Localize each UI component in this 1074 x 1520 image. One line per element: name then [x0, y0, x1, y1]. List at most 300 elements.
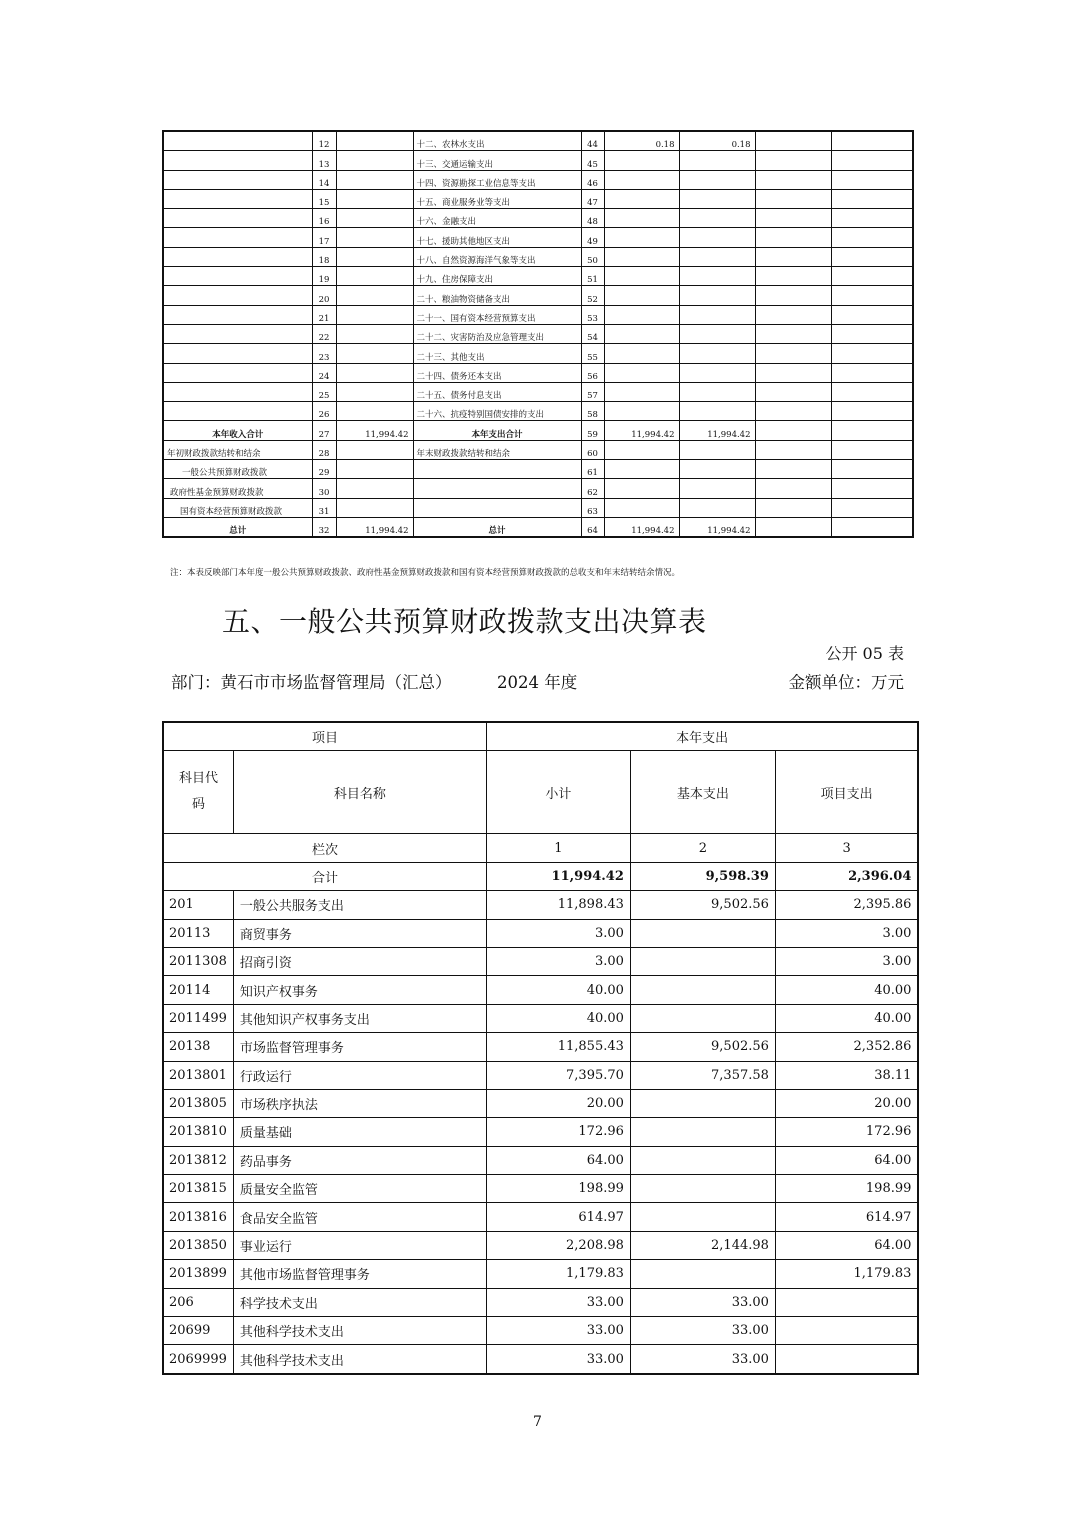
income-amount	[336, 209, 413, 228]
expense-total	[604, 209, 679, 228]
expense-state-capital	[831, 305, 913, 324]
income-label: 国有资本经营预算财政拨款	[163, 498, 312, 517]
table-row	[163, 189, 913, 208]
basic-expense	[630, 1089, 775, 1117]
table-row	[163, 1231, 918, 1259]
expense-state-capital	[831, 228, 913, 247]
table-row	[163, 151, 913, 170]
table-row	[163, 1089, 918, 1117]
income-label	[163, 151, 312, 170]
expense-general-budget	[679, 479, 755, 498]
income-amount	[336, 363, 413, 382]
expense-seq: 45	[581, 151, 604, 170]
expense-seq: 62	[581, 479, 604, 498]
expense-label: 十八、自然资源海洋气象等支出	[413, 247, 581, 266]
income-seq: 18	[312, 247, 336, 266]
income-label	[163, 344, 312, 363]
expense-label: 年末财政拨款结转和结余	[413, 440, 581, 459]
income-amount	[336, 305, 413, 324]
section-title: 五、一般公共预算财政拨款支出决算表	[222, 605, 707, 638]
subject-code: 2013816	[163, 1203, 233, 1231]
expense-label: 十七、援助其他地区支出	[413, 228, 581, 247]
fiscal-year: 2024 年度	[497, 673, 578, 692]
expense-state-capital	[831, 209, 913, 228]
expense-label: 本年支出合计	[413, 421, 581, 440]
expense-state-capital	[831, 363, 913, 382]
income-label	[163, 131, 312, 151]
expense-seq: 56	[581, 363, 604, 382]
subject-name: 其他科学技术支出	[233, 1317, 486, 1345]
project-expense	[775, 1345, 918, 1374]
income-seq: 19	[312, 267, 336, 286]
income-amount	[336, 460, 413, 479]
subject-code: 2011499	[163, 1004, 233, 1032]
income-seq: 27	[312, 421, 336, 440]
income-label	[163, 286, 312, 305]
income-seq: 14	[312, 170, 336, 189]
expense-total	[604, 460, 679, 479]
expense-general-budget	[679, 382, 755, 401]
subject-code: 2013850	[163, 1231, 233, 1259]
income-label	[163, 267, 312, 286]
expense-fund-budget	[755, 209, 831, 228]
subtotal: 33.00	[486, 1317, 630, 1345]
table-row	[163, 344, 913, 363]
income-label: 本年收入合计	[163, 421, 312, 440]
table-row	[163, 402, 913, 421]
income-label	[163, 363, 312, 382]
table-row	[163, 1004, 918, 1032]
expense-seq: 50	[581, 247, 604, 266]
income-seq: 32	[312, 517, 336, 537]
expense-state-capital	[831, 517, 913, 537]
expense-fund-budget	[755, 402, 831, 421]
table-row	[163, 1203, 918, 1231]
expense-label: 总计	[413, 517, 581, 537]
expense-seq: 51	[581, 267, 604, 286]
subject-code: 201	[163, 891, 233, 919]
income-seq: 24	[312, 363, 336, 382]
subject-code: 2013815	[163, 1175, 233, 1203]
expense-general-budget	[679, 344, 755, 363]
expense-total	[604, 440, 679, 459]
table-row	[163, 382, 913, 401]
subject-name: 质量基础	[233, 1118, 486, 1146]
basic-expense: 9,502.56	[630, 891, 775, 919]
expense-general-budget	[679, 267, 755, 286]
income-label: 年初财政拨款结转和结余	[163, 440, 312, 459]
income-amount	[336, 170, 413, 189]
total-project: 2,396.04	[775, 862, 918, 890]
income-label: 一般公共预算财政拨款	[163, 460, 312, 479]
basic-expense	[630, 1260, 775, 1288]
table-row	[163, 891, 918, 919]
table-row	[163, 517, 913, 537]
column-index-3: 3	[775, 834, 918, 862]
expense-general-budget	[679, 170, 755, 189]
income-seq: 25	[312, 382, 336, 401]
expense-fund-budget	[755, 151, 831, 170]
expense-fund-budget	[755, 440, 831, 459]
subtotal: 172.96	[486, 1118, 630, 1146]
expense-state-capital	[831, 267, 913, 286]
subject-code: 20138	[163, 1033, 233, 1061]
subject-name: 市场秩序执法	[233, 1089, 486, 1117]
header-project: 项目支出	[775, 751, 918, 834]
expense-fund-budget	[755, 498, 831, 517]
table-row	[163, 919, 918, 947]
expense-state-capital	[831, 170, 913, 189]
subtotal: 2,208.98	[486, 1231, 630, 1259]
expense-total	[604, 151, 679, 170]
income-amount	[336, 189, 413, 208]
income-amount	[336, 286, 413, 305]
expense-seq: 57	[581, 382, 604, 401]
subject-name: 商贸事务	[233, 919, 486, 947]
income-seq: 15	[312, 189, 336, 208]
project-expense: 20.00	[775, 1089, 918, 1117]
table-row	[163, 976, 918, 1004]
expense-general-budget	[679, 460, 755, 479]
table-row	[163, 1146, 918, 1174]
expense-label	[413, 460, 581, 479]
table-row	[163, 170, 913, 189]
expense-state-capital	[831, 151, 913, 170]
expense-seq: 63	[581, 498, 604, 517]
expense-total	[604, 498, 679, 517]
table-row	[163, 131, 913, 151]
expense-seq: 64	[581, 517, 604, 537]
project-expense: 614.97	[775, 1203, 918, 1231]
expense-state-capital	[831, 247, 913, 266]
project-expense: 198.99	[775, 1175, 918, 1203]
expense-label: 二十五、债务付息支出	[413, 382, 581, 401]
expense-general-budget	[679, 286, 755, 305]
income-amount	[336, 344, 413, 363]
expense-seq: 47	[581, 189, 604, 208]
expense-label: 二十一、国有资本经营预算支出	[413, 305, 581, 324]
expense-fund-budget	[755, 189, 831, 208]
expense-fund-budget	[755, 479, 831, 498]
expense-fund-budget	[755, 131, 831, 151]
income-amount	[336, 402, 413, 421]
subtotal: 33.00	[486, 1345, 630, 1374]
table-row	[163, 421, 913, 440]
expense-state-capital	[831, 421, 913, 440]
subject-code: 20699	[163, 1317, 233, 1345]
project-expense	[775, 1288, 918, 1316]
expense-fund-budget	[755, 421, 831, 440]
income-label	[163, 382, 312, 401]
expense-state-capital	[831, 440, 913, 459]
income-label: 政府性基金预算财政拨款	[163, 479, 312, 498]
expense-seq: 58	[581, 402, 604, 421]
subject-name: 科学技术支出	[233, 1288, 486, 1316]
income-seq: 16	[312, 209, 336, 228]
table-row	[163, 947, 918, 975]
table-row	[163, 498, 913, 517]
expense-label: 十五、商业服务业等支出	[413, 189, 581, 208]
income-label	[163, 324, 312, 343]
expense-state-capital	[831, 382, 913, 401]
total-row	[163, 862, 918, 890]
table-row	[163, 267, 913, 286]
income-label	[163, 228, 312, 247]
header-current-year-expense: 本年支出	[486, 722, 918, 751]
table-row	[163, 363, 913, 382]
income-seq: 31	[312, 498, 336, 517]
expense-general-budget: 11,994.42	[679, 421, 755, 440]
expense-seq: 54	[581, 324, 604, 343]
project-expense: 40.00	[775, 976, 918, 1004]
expense-seq: 48	[581, 209, 604, 228]
expense-general-budget	[679, 402, 755, 421]
subject-name: 招商引资	[233, 947, 486, 975]
expense-seq: 44	[581, 131, 604, 151]
project-expense: 3.00	[775, 919, 918, 947]
column-index-row	[163, 834, 918, 862]
expense-general-budget	[679, 151, 755, 170]
subject-name: 其他科学技术支出	[233, 1345, 486, 1374]
income-seq: 23	[312, 344, 336, 363]
expense-seq: 52	[581, 286, 604, 305]
table-row	[163, 1260, 918, 1288]
expense-label: 二十二、灾害防治及应急管理支出	[413, 324, 581, 343]
expense-seq: 55	[581, 344, 604, 363]
table-row	[163, 247, 913, 266]
subject-name: 其他市场监督管理事务	[233, 1260, 486, 1288]
table-row	[163, 1175, 918, 1203]
subject-name: 行政运行	[233, 1061, 486, 1089]
income-amount: 11,994.42	[336, 421, 413, 440]
expense-total	[604, 363, 679, 382]
project-expense	[775, 1317, 918, 1345]
basic-expense	[630, 947, 775, 975]
header-item: 项目	[163, 722, 486, 751]
expense-general-budget	[679, 498, 755, 517]
expense-total	[604, 267, 679, 286]
subtotal: 20.00	[486, 1089, 630, 1117]
expense-total	[604, 382, 679, 401]
project-expense: 2,395.86	[775, 891, 918, 919]
expense-label: 十九、住房保障支出	[413, 267, 581, 286]
income-amount	[336, 151, 413, 170]
subtotal: 40.00	[486, 976, 630, 1004]
table-row	[163, 1345, 918, 1374]
basic-expense: 9,502.56	[630, 1033, 775, 1061]
income-label	[163, 170, 312, 189]
income-amount	[336, 498, 413, 517]
expense-fund-budget	[755, 324, 831, 343]
header-subtotal: 小计	[486, 751, 630, 834]
income-seq: 30	[312, 479, 336, 498]
subtotal: 614.97	[486, 1203, 630, 1231]
expense-general-budget	[679, 363, 755, 382]
basic-expense	[630, 1203, 775, 1231]
expense-total	[604, 247, 679, 266]
expense-state-capital	[831, 286, 913, 305]
income-amount	[336, 267, 413, 286]
header-code: 科目代码	[163, 751, 233, 834]
table-row	[163, 1288, 918, 1316]
expense-label: 二十三、其他支出	[413, 344, 581, 363]
table-row	[163, 479, 913, 498]
subject-name: 市场监督管理事务	[233, 1033, 486, 1061]
income-amount	[336, 479, 413, 498]
income-seq: 22	[312, 324, 336, 343]
subtotal: 11,898.43	[486, 891, 630, 919]
expense-total	[604, 286, 679, 305]
expense-fund-budget	[755, 286, 831, 305]
income-seq: 13	[312, 151, 336, 170]
income-seq: 26	[312, 402, 336, 421]
table-row	[163, 286, 913, 305]
income-expense-summary-table	[162, 130, 914, 538]
subtotal: 198.99	[486, 1175, 630, 1203]
expense-label: 十四、资源勘探工业信息等支出	[413, 170, 581, 189]
basic-expense	[630, 1146, 775, 1174]
table-row	[163, 460, 913, 479]
basic-expense: 7,357.58	[630, 1061, 775, 1089]
expense-fund-budget	[755, 228, 831, 247]
income-label	[163, 402, 312, 421]
subject-name: 一般公共服务支出	[233, 891, 486, 919]
expense-state-capital	[831, 402, 913, 421]
expense-general-budget: 11,994.42	[679, 517, 755, 537]
subject-code: 2011308	[163, 947, 233, 975]
income-label	[163, 189, 312, 208]
expense-fund-budget	[755, 382, 831, 401]
basic-expense	[630, 1118, 775, 1146]
expense-fund-budget	[755, 170, 831, 189]
subtotal: 1,179.83	[486, 1260, 630, 1288]
expense-general-budget	[679, 247, 755, 266]
expense-label	[413, 479, 581, 498]
subtotal: 40.00	[486, 1004, 630, 1032]
subject-code: 2013810	[163, 1118, 233, 1146]
expense-total	[604, 344, 679, 363]
income-label	[163, 247, 312, 266]
expense-label: 十三、交通运输支出	[413, 151, 581, 170]
expense-general-budget: 0.18	[679, 131, 755, 151]
subject-name: 质量安全监管	[233, 1175, 486, 1203]
expense-total	[604, 228, 679, 247]
subtotal: 3.00	[486, 947, 630, 975]
income-seq: 12	[312, 131, 336, 151]
subject-name: 食品安全监管	[233, 1203, 486, 1231]
expense-label: 二十六、抗疫特别国债安排的支出	[413, 402, 581, 421]
total-basic: 9,598.39	[630, 862, 775, 890]
department-label: 部门：黄石市市场监督管理局（汇总）	[171, 673, 452, 692]
subject-name: 事业运行	[233, 1231, 486, 1259]
project-expense: 40.00	[775, 1004, 918, 1032]
income-amount: 11,994.42	[336, 517, 413, 537]
income-seq: 21	[312, 305, 336, 324]
header-name: 科目名称	[233, 751, 486, 834]
subject-code: 2013899	[163, 1260, 233, 1288]
project-expense: 1,179.83	[775, 1260, 918, 1288]
expense-state-capital	[831, 460, 913, 479]
income-amount	[336, 324, 413, 343]
income-label: 总计	[163, 517, 312, 537]
expense-seq: 59	[581, 421, 604, 440]
table-row	[163, 440, 913, 459]
expense-seq: 53	[581, 305, 604, 324]
expense-total: 0.18	[604, 131, 679, 151]
basic-expense: 33.00	[630, 1317, 775, 1345]
basic-expense: 33.00	[630, 1288, 775, 1316]
table-row	[163, 305, 913, 324]
expense-total	[604, 170, 679, 189]
expense-total: 11,994.42	[604, 517, 679, 537]
income-amount	[336, 440, 413, 459]
income-amount	[336, 247, 413, 266]
project-expense: 172.96	[775, 1118, 918, 1146]
expense-label: 十二、农林水支出	[413, 131, 581, 151]
column-index-label: 栏次	[163, 834, 486, 862]
income-seq: 17	[312, 228, 336, 247]
expense-total	[604, 189, 679, 208]
table-note: 注：本表反映部门本年度一般公共预算财政拨款、政府性基金预算财政拨款和国有资本经营预算财政拨款的总收支和年末结转结余情况。	[170, 568, 681, 578]
expense-total	[604, 402, 679, 421]
expense-seq: 61	[581, 460, 604, 479]
expense-seq: 60	[581, 440, 604, 459]
subject-code: 20114	[163, 976, 233, 1004]
subject-code: 2013812	[163, 1146, 233, 1174]
header-row-1	[163, 722, 918, 751]
subject-code: 2013801	[163, 1061, 233, 1089]
basic-expense	[630, 919, 775, 947]
expense-state-capital	[831, 324, 913, 343]
subject-name: 药品事务	[233, 1146, 486, 1174]
subtotal: 64.00	[486, 1146, 630, 1174]
expense-fund-budget	[755, 344, 831, 363]
total-subtotal: 11,994.42	[486, 862, 630, 890]
expense-general-budget	[679, 305, 755, 324]
expense-fund-budget	[755, 363, 831, 382]
expense-label: 二十四、债务还本支出	[413, 363, 581, 382]
amount-unit: 金额单位：万元	[788, 673, 904, 692]
project-expense: 38.11	[775, 1061, 918, 1089]
expense-fund-budget	[755, 460, 831, 479]
expense-general-budget	[679, 324, 755, 343]
basic-expense: 33.00	[630, 1345, 775, 1374]
table-row	[163, 1317, 918, 1345]
expense-fund-budget	[755, 247, 831, 266]
income-seq: 20	[312, 286, 336, 305]
column-index-2: 2	[630, 834, 775, 862]
table-row	[163, 324, 913, 343]
expense-total	[604, 479, 679, 498]
page-number: 7	[533, 1414, 542, 1430]
table-row	[163, 1118, 918, 1146]
expense-label: 二十、粮油物资储备支出	[413, 286, 581, 305]
basic-expense	[630, 1004, 775, 1032]
income-seq: 28	[312, 440, 336, 459]
expense-label: 十六、金融支出	[413, 209, 581, 228]
table-row	[163, 228, 913, 247]
subject-code: 2069999	[163, 1345, 233, 1374]
expense-state-capital	[831, 479, 913, 498]
basic-expense	[630, 976, 775, 1004]
subject-name: 其他知识产权事务支出	[233, 1004, 486, 1032]
expense-general-budget	[679, 189, 755, 208]
table-row	[163, 1061, 918, 1089]
income-label	[163, 305, 312, 324]
expense-state-capital	[831, 189, 913, 208]
project-expense: 64.00	[775, 1231, 918, 1259]
total-label: 合计	[163, 862, 486, 890]
